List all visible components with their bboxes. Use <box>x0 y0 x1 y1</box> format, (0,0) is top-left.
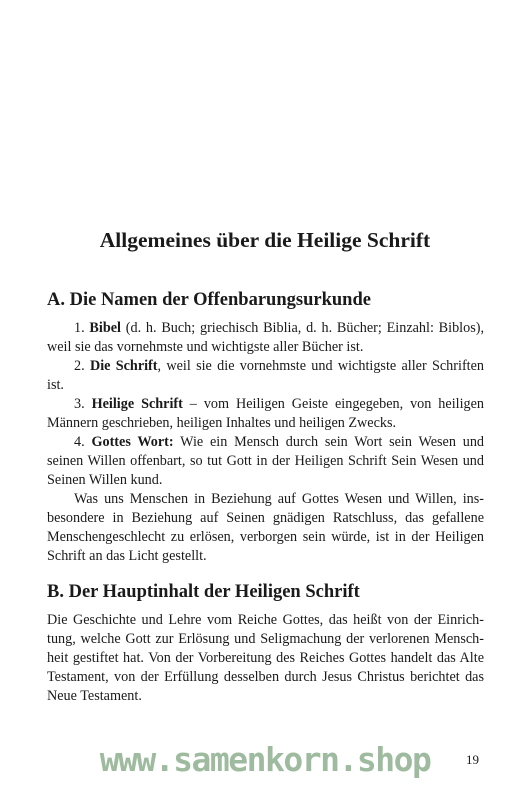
section-names <box>47 287 484 566</box>
term-heilige-schrift: Heilige Schrift <box>91 396 183 412</box>
content-paragraph: Die Geschichte und Lehre vom Reiche Gottes, das heißt von der Einrichtung, welche Gott zur Erlösung und Seligmachung der verlorenen Menschheit gestiftet hat. Von der Vorbereitung des Reiches Gottes handelt das Alte Testament, von der Erfüllung desselben durch Jesus Christus berichtet das Neue Testament. <box>47 612 484 704</box>
page-number: 19 <box>466 752 479 767</box>
list-item-bibel: 1. Bibel (d. h. Buch; griechisch Biblia, d. h. Bücher; Einzahl: Biblos), weil sie das vornehmste und wichtigste aller Bücher ist. <box>47 320 484 355</box>
watermark-url: www.samenkorn.shop <box>99 740 431 779</box>
list-item-gottes-wort: 4. Gottes Wort: Wie ein Mensch durch sein Wort sein Wesen und seinen Willen offenbart, so tut Gott in der Heiligen Schrift Sein Wesen und Seinen Willen kund. <box>47 434 485 488</box>
term-gottes-wort: Gottes Wort: <box>91 434 174 450</box>
list-item-schrift: 2. Die Schrift, weil sie die vornehmste und wichtigste aller Schriften ist. <box>47 358 485 393</box>
page-title: Allgemeines über die Heilige Schrift <box>99 228 431 252</box>
section-heading-names: A. Die Namen der Offenbarungsurkunde <box>47 290 371 310</box>
closing-paragraph: Was uns Menschen in Beziehung auf Gottes Wesen und Willen, insbesondere in Beziehung auf Seinen gnädigen Ratschluss, das gefallene Menschengeschlecht zu erlösen, verborgen sein würde, ist in der Heiligen Schrift an das Licht gestellt. <box>47 491 484 564</box>
section-content <box>47 579 484 706</box>
section-heading-content: B. Der Hauptinhalt der Heiligen Schrift <box>47 582 360 602</box>
list-item-heilige-schrift: 3. Heilige Schrift – vom Heiligen Geiste eingegeben, von heiligen Männern geschrieben, heiligen Inhaltes und heiligen Zwecks. <box>47 396 484 431</box>
term-bibel: Bibel <box>89 320 121 336</box>
term-schrift: Die Schrift <box>89 358 158 374</box>
